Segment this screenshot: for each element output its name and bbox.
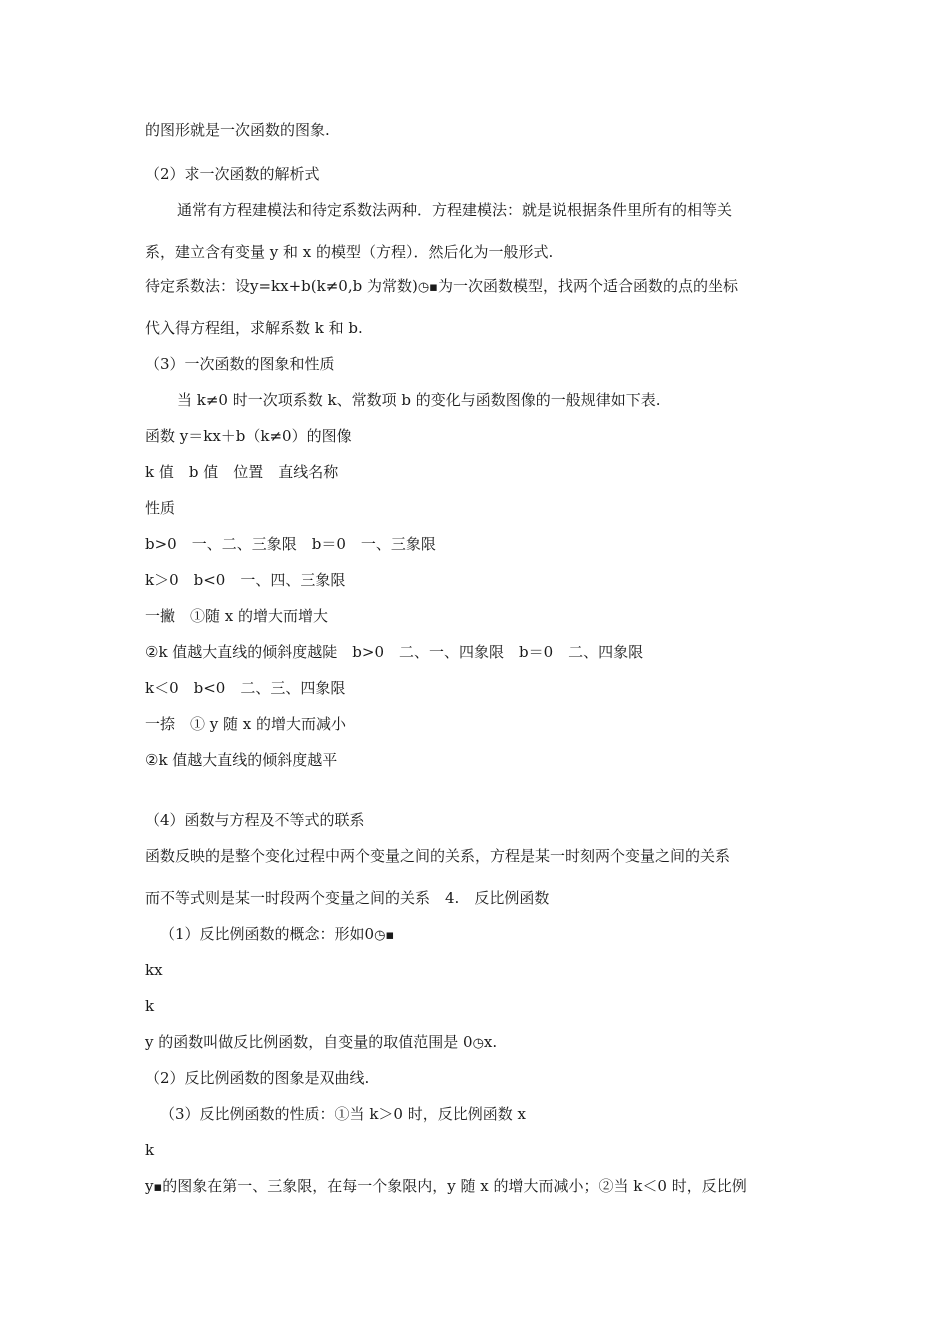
table-row-2: k＞0 b<0 一、四、三象限 [145,571,346,589]
box-icon: ▪ [385,928,395,943]
text-line-22 [160,924,394,946]
text-line-30-part-2: 的图象在第一、三象限，在每一个象限内，y 随 x 的增大而减小；②当 k＜0 时，反比例 [162,1177,747,1195]
table-row-1: b>0 一、二、三象限 b＝0 一、三象限 [145,535,436,553]
text-line-3: 通常有方程建模法和待定系数法两种．方程建模法：就是说根据条件里所有的相等关 [177,201,733,219]
text-line-21: 而不等式则是某一时段两个变量之间的关系 4. 反比例函数 [145,889,550,907]
clock-icon: ◷ [374,928,386,943]
text-line-25-part-2: x. [483,1033,498,1051]
text-line-1: 的图形就是一次函数的图象. [145,121,330,139]
text-line-5-part-2: 为一次函数模型，找两个适合函数的点的坐标 [437,277,738,295]
clock-icon: ◷ [472,1036,484,1051]
table-header-line-2: 性质 [145,499,176,517]
text-line-25 [145,1032,497,1054]
box-icon: ▪ [429,280,438,295]
section-heading-4: （4）函数与方程及不等式的联系 [145,811,365,829]
table-row-7: ②k 值越大直线的倾斜度越平 [145,751,338,769]
table-row-4: ②k 值越大直线的倾斜度越陡 b>0 二、一、四象限 b＝0 二、四象限 [145,643,644,661]
text-line-30-part-1: y [145,1177,154,1195]
section-heading-3: （3）一次函数的图象和性质 [145,355,335,373]
text-line-23: kx [145,961,163,979]
text-line-8: 当 k≠0 时一次项系数 k、常数项 b 的变化与函数图像的一般规律如下表. [177,391,661,409]
text-line-6: 代入得方程组，求解系数 k 和 b. [145,319,363,337]
text-line-4: 系，建立含有变量 y 和 x 的模型（方程）．然后化为一般形式. [145,243,554,261]
table-row-5: k＜0 b<0 二、三、四象限 [145,679,346,697]
table-row-3: 一撇 ①随 x 的增大而增大 [145,607,328,625]
text-line-24: k [145,997,155,1015]
text-line-25-part-1: y 的函数叫做反比例函数，自变量的取值范围是 0 [145,1033,473,1051]
text-line-20: 函数反映的是整个变化过程中两个变量之间的关系，方程是某一时刻两个变量之间的关系 [145,847,731,865]
section-heading-2: （2）求一次函数的解析式 [145,165,320,183]
text-line-9: 函数 y＝kx＋b（k≠0）的图像 [145,427,352,445]
text-line-5-part-1: 待定系数法：设y=kx+b(k≠0,b 为常数) [145,277,418,295]
clock-icon: ◷ [417,280,430,295]
text-line-29: k [145,1141,155,1159]
box-icon: ▪ [153,1180,163,1195]
text-line-30 [145,1176,747,1198]
table-header-line: k 值 b 值 位置 直线名称 [145,463,339,481]
table-row-6: 一捺 ① y 随 x 的增大而减小 [145,715,347,733]
section-heading-2-inverse: （2）反比例函数的图象是双曲线. [145,1069,370,1087]
text-line-5 [145,276,738,298]
text-line-28: （3）反比例函数的性质：①当 k＞0 时，反比例函数 x [160,1105,526,1123]
text-line-22-part-1: （1）反比例函数的概念：形如0 [160,925,375,943]
